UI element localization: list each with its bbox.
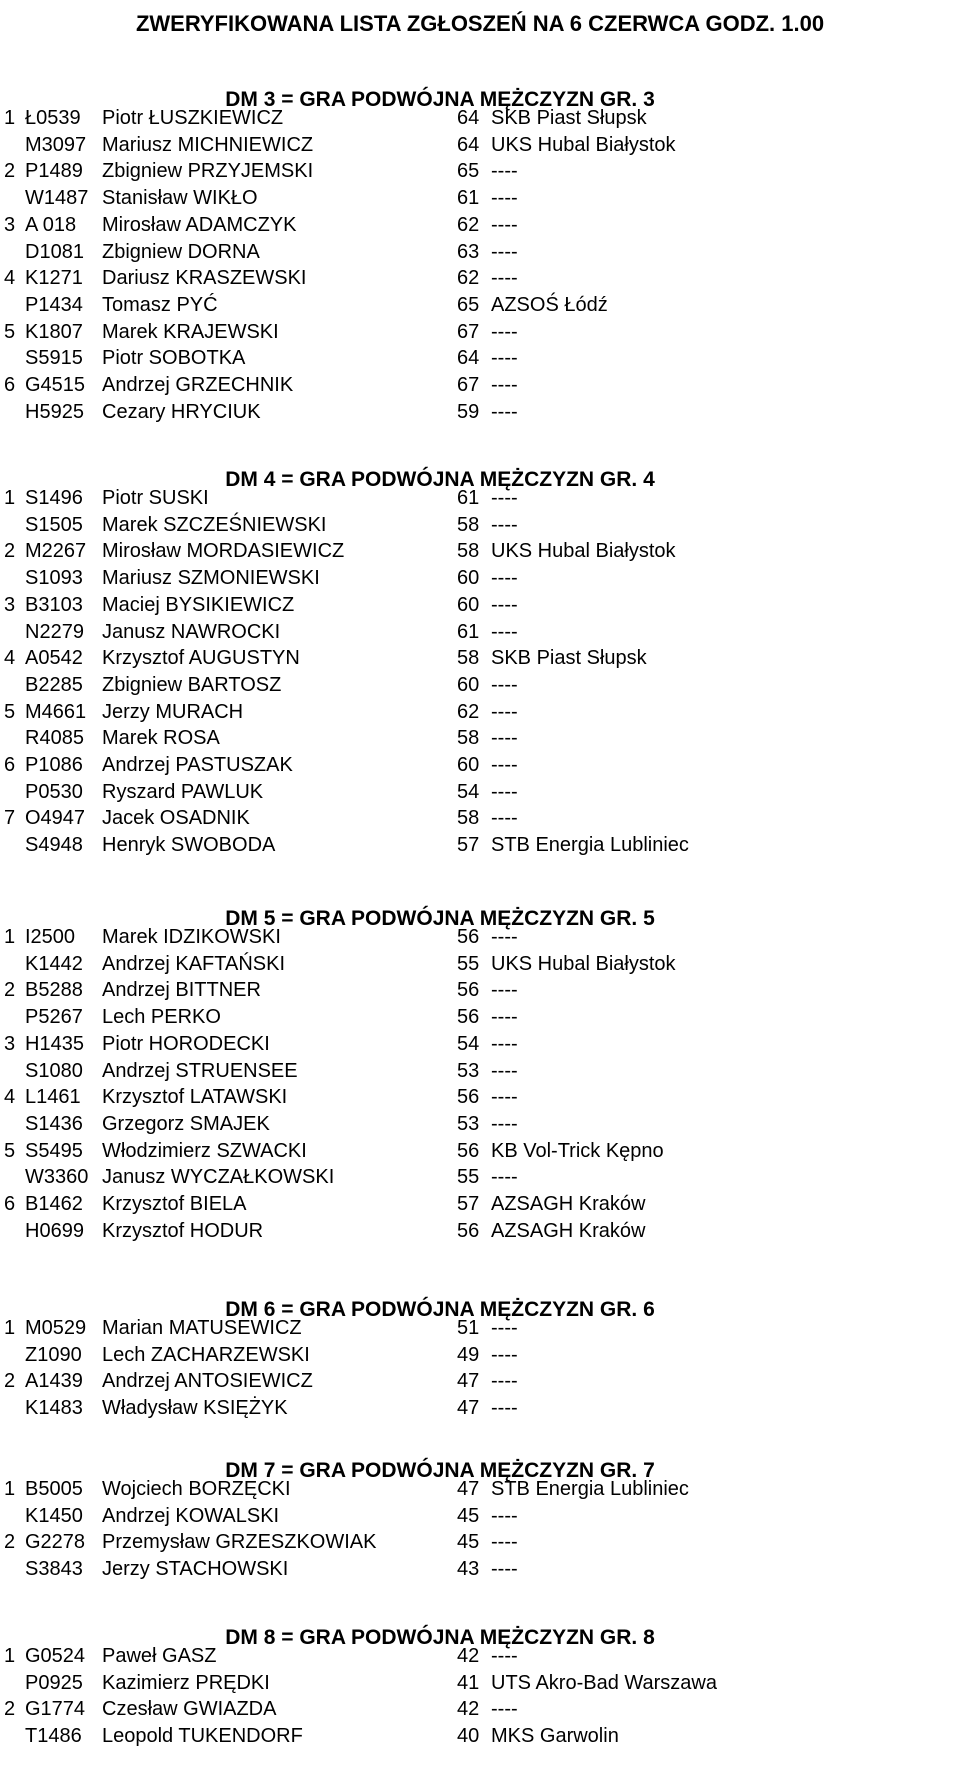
player-club: ---- bbox=[491, 1166, 518, 1188]
group-title: DM 6 = GRA PODWÓJNA MĘŻCZYZN GR. 6 bbox=[225, 1298, 655, 1321]
player-age: 62 bbox=[457, 701, 480, 723]
list-row bbox=[0, 1503, 960, 1530]
player-id: B1462 bbox=[25, 1193, 83, 1215]
player-age: 62 bbox=[457, 214, 480, 236]
player-id: I2500 bbox=[25, 926, 76, 948]
player-club: ---- bbox=[491, 1698, 518, 1720]
player-name: Maciej BYSIKIEWICZ bbox=[102, 594, 295, 616]
player-name: Mirosław ADAMCZYK bbox=[102, 214, 297, 236]
list-row bbox=[0, 779, 960, 806]
player-id: Z1090 bbox=[25, 1344, 82, 1366]
player-age: 40 bbox=[457, 1725, 480, 1747]
player-club: ---- bbox=[491, 781, 518, 803]
player-name: Cezary HRYCIUK bbox=[102, 401, 261, 423]
player-age: 55 bbox=[457, 953, 480, 975]
player-id: P1489 bbox=[25, 160, 83, 182]
list-row bbox=[0, 538, 960, 565]
player-name: Władysław KSIĘŻYK bbox=[102, 1397, 288, 1419]
pair-number: 6 bbox=[4, 1193, 16, 1215]
player-club: ---- bbox=[491, 926, 518, 948]
player-name: Dariusz KRASZEWSKI bbox=[102, 267, 307, 289]
player-id: B2285 bbox=[25, 674, 83, 696]
player-id: P1086 bbox=[25, 754, 83, 776]
player-id: B3103 bbox=[25, 594, 83, 616]
player-age: 47 bbox=[457, 1478, 480, 1500]
player-age: 53 bbox=[457, 1060, 480, 1082]
player-club: ---- bbox=[491, 374, 518, 396]
list-row bbox=[0, 1723, 960, 1750]
player-name: Wojciech BORZĘCKI bbox=[102, 1478, 291, 1500]
player-age: 43 bbox=[457, 1558, 480, 1580]
player-name: Lech ZACHARZEWSKI bbox=[102, 1344, 310, 1366]
player-age: 56 bbox=[457, 1006, 480, 1028]
player-id: R4085 bbox=[25, 727, 84, 749]
player-club: SKB Piast Słupsk bbox=[491, 647, 647, 669]
player-name: Jerzy STACHOWSKI bbox=[102, 1558, 289, 1580]
list-row bbox=[0, 977, 960, 1004]
player-name: Piotr SOBOTKA bbox=[102, 347, 246, 369]
player-age: 56 bbox=[457, 1140, 480, 1162]
list-row bbox=[0, 239, 960, 266]
list-row bbox=[0, 832, 960, 859]
pair-number: 1 bbox=[4, 1478, 16, 1500]
player-club: ---- bbox=[491, 1113, 518, 1135]
player-club: ---- bbox=[491, 1033, 518, 1055]
player-club: ---- bbox=[491, 1060, 518, 1082]
player-age: 60 bbox=[457, 567, 480, 589]
player-id: K1442 bbox=[25, 953, 83, 975]
pair-number: 1 bbox=[4, 1645, 16, 1667]
player-name: Marian MATUSEWICZ bbox=[102, 1317, 302, 1339]
list-row bbox=[0, 1031, 960, 1058]
pair-number: 3 bbox=[4, 214, 16, 236]
player-age: 62 bbox=[457, 267, 480, 289]
player-club: ---- bbox=[491, 267, 518, 289]
player-name: Zbigniew PRZYJEMSKI bbox=[102, 160, 314, 182]
list-row bbox=[0, 1643, 960, 1670]
player-age: 47 bbox=[457, 1397, 480, 1419]
player-age: 63 bbox=[457, 241, 480, 263]
list-row bbox=[0, 1218, 960, 1245]
player-age: 58 bbox=[457, 647, 480, 669]
player-club: ---- bbox=[491, 979, 518, 1001]
player-age: 61 bbox=[457, 187, 480, 209]
list-row bbox=[0, 105, 960, 132]
player-name: Grzegorz SMAJEK bbox=[102, 1113, 270, 1135]
player-id: W1487 bbox=[25, 187, 89, 209]
player-age: 49 bbox=[457, 1344, 480, 1366]
player-name: Andrzej PASTUSZAK bbox=[102, 754, 293, 776]
document-title: ZWERYFIKOWANA LISTA ZGŁOSZEŃ NA 6 CZERWCA GODZ. 1.00 bbox=[135, 11, 825, 36]
group-title: DM 8 = GRA PODWÓJNA MĘŻCZYZN GR. 8 bbox=[225, 1626, 655, 1649]
player-club: ---- bbox=[491, 1006, 518, 1028]
list-row bbox=[0, 1111, 960, 1138]
player-id: A0542 bbox=[25, 647, 83, 669]
player-age: 58 bbox=[457, 514, 480, 536]
list-row bbox=[0, 512, 960, 539]
list-row bbox=[0, 565, 960, 592]
player-id: M3097 bbox=[25, 134, 87, 156]
player-id: B5005 bbox=[25, 1478, 83, 1500]
list-row bbox=[0, 619, 960, 646]
list-row bbox=[0, 372, 960, 399]
player-id: P1434 bbox=[25, 294, 83, 316]
pair-number: 6 bbox=[4, 374, 16, 396]
player-age: 57 bbox=[457, 834, 480, 856]
player-name: Henryk SWOBODA bbox=[102, 834, 276, 856]
player-age: 54 bbox=[457, 1033, 480, 1055]
list-row bbox=[0, 399, 960, 426]
player-id: G0524 bbox=[25, 1645, 86, 1667]
player-age: 42 bbox=[457, 1698, 480, 1720]
player-club: ---- bbox=[491, 1531, 518, 1553]
player-age: 42 bbox=[457, 1645, 480, 1667]
player-club: ---- bbox=[491, 514, 518, 536]
player-club: ---- bbox=[491, 214, 518, 236]
player-age: 61 bbox=[457, 621, 480, 643]
player-name: Włodzimierz SZWACKI bbox=[102, 1140, 307, 1162]
player-club: AZSOŚ Łódź bbox=[491, 294, 608, 316]
player-name: Piotr HORODECKI bbox=[102, 1033, 270, 1055]
player-club: STB Energia Lubliniec bbox=[491, 834, 689, 856]
list-row bbox=[0, 672, 960, 699]
player-name: Marek KRAJEWSKI bbox=[102, 321, 279, 343]
player-id: S1093 bbox=[25, 567, 83, 589]
player-name: Ryszard PAWLUK bbox=[102, 781, 264, 803]
player-name: Marek IDZIKOWSKI bbox=[102, 926, 281, 948]
list-row bbox=[0, 292, 960, 319]
player-age: 67 bbox=[457, 321, 480, 343]
player-name: Piotr ŁUSZKIEWICZ bbox=[102, 107, 284, 129]
list-row bbox=[0, 265, 960, 292]
player-id: G2278 bbox=[25, 1531, 86, 1553]
player-name: Andrzej GRZECHNIK bbox=[102, 374, 294, 396]
player-name: Andrzej ANTOSIEWICZ bbox=[102, 1370, 313, 1392]
list-row bbox=[0, 1670, 960, 1697]
player-age: 60 bbox=[457, 754, 480, 776]
player-id: G1774 bbox=[25, 1698, 86, 1720]
player-name: Marek SZCZEŚNIEWSKI bbox=[102, 514, 327, 536]
list-row bbox=[0, 485, 960, 512]
player-id: S1436 bbox=[25, 1113, 83, 1135]
player-age: 64 bbox=[457, 134, 480, 156]
player-id: Ł0539 bbox=[25, 107, 81, 129]
list-row bbox=[0, 212, 960, 239]
list-row bbox=[0, 1164, 960, 1191]
list-row bbox=[0, 592, 960, 619]
player-club: ---- bbox=[491, 1558, 518, 1580]
player-club: ---- bbox=[491, 347, 518, 369]
player-age: 58 bbox=[457, 807, 480, 829]
player-age: 58 bbox=[457, 540, 480, 562]
pair-number: 4 bbox=[4, 647, 16, 669]
player-age: 64 bbox=[457, 347, 480, 369]
list-row bbox=[0, 1084, 960, 1111]
player-name: Kazimierz PRĘDKI bbox=[102, 1672, 270, 1694]
player-club: ---- bbox=[491, 594, 518, 616]
player-club: ---- bbox=[491, 1645, 518, 1667]
player-name: Piotr SUSKI bbox=[102, 487, 209, 509]
player-name: Przemysław GRZESZKOWIAK bbox=[102, 1531, 377, 1553]
player-age: 60 bbox=[457, 594, 480, 616]
list-row bbox=[0, 951, 960, 978]
list-row bbox=[0, 1556, 960, 1583]
player-age: 45 bbox=[457, 1531, 480, 1553]
player-id: H1435 bbox=[25, 1033, 84, 1055]
player-name: Mariusz MICHNIEWICZ bbox=[102, 134, 314, 156]
group-title: DM 4 = GRA PODWÓJNA MĘŻCZYZN GR. 4 bbox=[225, 468, 655, 491]
player-name: Paweł GASZ bbox=[102, 1645, 217, 1667]
player-id: M0529 bbox=[25, 1317, 87, 1339]
player-club: ---- bbox=[491, 187, 518, 209]
player-name: Janusz WYCZAŁKOWSKI bbox=[102, 1166, 335, 1188]
player-id: S5495 bbox=[25, 1140, 83, 1162]
list-row bbox=[0, 1476, 960, 1503]
player-club: ---- bbox=[491, 754, 518, 776]
player-id: P0925 bbox=[25, 1672, 83, 1694]
pair-number: 7 bbox=[4, 807, 16, 829]
list-row bbox=[0, 1315, 960, 1342]
player-age: 61 bbox=[457, 487, 480, 509]
player-name: Zbigniew DORNA bbox=[102, 241, 260, 263]
player-club: ---- bbox=[491, 727, 518, 749]
player-name: Marek ROSA bbox=[102, 727, 220, 749]
player-id: M4661 bbox=[25, 701, 87, 723]
player-id: L1461 bbox=[25, 1086, 81, 1108]
player-age: 65 bbox=[457, 294, 480, 316]
group-title: DM 5 = GRA PODWÓJNA MĘŻCZYZN GR. 5 bbox=[225, 907, 655, 930]
list-row bbox=[0, 645, 960, 672]
list-row bbox=[0, 132, 960, 159]
list-row bbox=[0, 319, 960, 346]
player-id: G4515 bbox=[25, 374, 86, 396]
list-row bbox=[0, 185, 960, 212]
player-id: S1496 bbox=[25, 487, 83, 509]
player-club: ---- bbox=[491, 241, 518, 263]
player-name: Tomasz PYĆ bbox=[102, 294, 218, 316]
player-id: S5915 bbox=[25, 347, 83, 369]
player-club: ---- bbox=[491, 621, 518, 643]
player-id: H0699 bbox=[25, 1220, 84, 1242]
list-row bbox=[0, 699, 960, 726]
pair-number: 2 bbox=[4, 1698, 16, 1720]
group-title: DM 7 = GRA PODWÓJNA MĘŻCZYZN GR. 7 bbox=[225, 1459, 655, 1482]
pair-number: 1 bbox=[4, 926, 16, 948]
player-name: Jerzy MURACH bbox=[102, 701, 244, 723]
player-club: ---- bbox=[491, 321, 518, 343]
player-club: KB Vol-Trick Kępno bbox=[491, 1140, 664, 1162]
player-name: Krzysztof BIELA bbox=[102, 1193, 247, 1215]
pair-number: 2 bbox=[4, 1370, 16, 1392]
player-id: T1486 bbox=[25, 1725, 82, 1747]
list-row bbox=[0, 1529, 960, 1556]
player-club: ---- bbox=[491, 1397, 518, 1419]
player-id: P0530 bbox=[25, 781, 83, 803]
player-id: K1450 bbox=[25, 1505, 83, 1527]
player-club: UTS Akro-Bad Warszawa bbox=[491, 1672, 717, 1694]
pair-number: 3 bbox=[4, 594, 16, 616]
player-club: ---- bbox=[491, 1086, 518, 1108]
list-row bbox=[0, 725, 960, 752]
group-title: DM 3 = GRA PODWÓJNA MĘŻCZYZN GR. 3 bbox=[225, 88, 655, 111]
player-name: Mirosław MORDASIEWICZ bbox=[102, 540, 345, 562]
pair-number: 6 bbox=[4, 754, 16, 776]
player-age: 56 bbox=[457, 926, 480, 948]
player-club: ---- bbox=[491, 1370, 518, 1392]
player-id: P5267 bbox=[25, 1006, 83, 1028]
player-name: Czesław GWIAZDA bbox=[102, 1698, 277, 1720]
player-age: 57 bbox=[457, 1193, 480, 1215]
pair-number: 3 bbox=[4, 1033, 16, 1055]
list-row bbox=[0, 158, 960, 185]
player-club: ---- bbox=[491, 401, 518, 423]
list-row bbox=[0, 1058, 960, 1085]
pair-number: 2 bbox=[4, 979, 16, 1001]
player-age: 56 bbox=[457, 1220, 480, 1242]
player-id: M2267 bbox=[25, 540, 87, 562]
pair-number: 1 bbox=[4, 1317, 16, 1339]
pair-number: 5 bbox=[4, 321, 16, 343]
player-age: 59 bbox=[457, 401, 480, 423]
player-id: A1439 bbox=[25, 1370, 83, 1392]
player-name: Andrzej KAFTAŃSKI bbox=[102, 953, 286, 975]
player-club: ---- bbox=[491, 1505, 518, 1527]
player-id: H5925 bbox=[25, 401, 84, 423]
player-age: 45 bbox=[457, 1505, 480, 1527]
player-age: 54 bbox=[457, 781, 480, 803]
player-age: 60 bbox=[457, 674, 480, 696]
pair-number: 1 bbox=[4, 107, 16, 129]
player-id: K1807 bbox=[25, 321, 83, 343]
player-id: S1080 bbox=[25, 1060, 83, 1082]
player-id: S4948 bbox=[25, 834, 83, 856]
player-age: 51 bbox=[457, 1317, 480, 1339]
pair-number: 4 bbox=[4, 1086, 16, 1108]
player-club: MKS Garwolin bbox=[491, 1725, 619, 1747]
player-name: Krzysztof AUGUSTYN bbox=[102, 647, 300, 669]
player-name: Mariusz SZMONIEWSKI bbox=[102, 567, 320, 589]
player-name: Leopold TUKENDORF bbox=[102, 1725, 303, 1747]
player-name: Krzysztof LATAWSKI bbox=[102, 1086, 288, 1108]
player-club: ---- bbox=[491, 1317, 518, 1339]
player-name: Janusz NAWROCKI bbox=[102, 621, 281, 643]
player-club: ---- bbox=[491, 487, 518, 509]
list-row bbox=[0, 1004, 960, 1031]
player-age: 47 bbox=[457, 1370, 480, 1392]
player-club: STB Energia Lubliniec bbox=[491, 1478, 689, 1500]
player-id: W3360 bbox=[25, 1166, 89, 1188]
player-id: S1505 bbox=[25, 514, 83, 536]
player-club: ---- bbox=[491, 160, 518, 182]
player-age: 53 bbox=[457, 1113, 480, 1135]
pair-number: 5 bbox=[4, 701, 16, 723]
pair-number: 2 bbox=[4, 160, 16, 182]
player-name: Andrzej BITTNER bbox=[102, 979, 261, 1001]
player-club: UKS Hubal Białystok bbox=[491, 134, 676, 156]
player-id: K1271 bbox=[25, 267, 83, 289]
player-age: 41 bbox=[457, 1672, 480, 1694]
player-club: UKS Hubal Białystok bbox=[491, 953, 676, 975]
player-age: 56 bbox=[457, 1086, 480, 1108]
list-row bbox=[0, 1191, 960, 1218]
player-club: ---- bbox=[491, 701, 518, 723]
player-age: 67 bbox=[457, 374, 480, 396]
player-name: Andrzej STRUENSEE bbox=[102, 1060, 298, 1082]
player-id: A 018 bbox=[25, 214, 77, 236]
list-row bbox=[0, 752, 960, 779]
player-club: ---- bbox=[491, 567, 518, 589]
player-id: B5288 bbox=[25, 979, 83, 1001]
list-row bbox=[0, 1696, 960, 1723]
player-id: N2279 bbox=[25, 621, 84, 643]
list-row bbox=[0, 1395, 960, 1422]
pair-number: 4 bbox=[4, 267, 16, 289]
pair-number: 1 bbox=[4, 487, 16, 509]
player-age: 56 bbox=[457, 979, 480, 1001]
list-row bbox=[0, 924, 960, 951]
pair-number: 2 bbox=[4, 540, 16, 562]
list-row bbox=[0, 1368, 960, 1395]
player-age: 65 bbox=[457, 160, 480, 182]
player-club: AZSAGH Kraków bbox=[491, 1193, 646, 1215]
player-name: Stanisław WIKŁO bbox=[102, 187, 258, 209]
player-id: S3843 bbox=[25, 1558, 83, 1580]
player-club: ---- bbox=[491, 674, 518, 696]
player-id: D1081 bbox=[25, 241, 84, 263]
list-row bbox=[0, 1342, 960, 1369]
pair-number: 5 bbox=[4, 1140, 16, 1162]
list-row bbox=[0, 1138, 960, 1165]
player-club: AZSAGH Kraków bbox=[491, 1220, 646, 1242]
player-name: Zbigniew BARTOSZ bbox=[102, 674, 282, 696]
list-row bbox=[0, 345, 960, 372]
player-name: Krzysztof HODUR bbox=[102, 1220, 264, 1242]
player-name: Lech PERKO bbox=[102, 1006, 221, 1028]
player-age: 64 bbox=[457, 107, 480, 129]
pair-number: 2 bbox=[4, 1531, 16, 1553]
player-name: Andrzej KOWALSKI bbox=[102, 1505, 280, 1527]
player-name: Jacek OSADNIK bbox=[102, 807, 250, 829]
player-club: ---- bbox=[491, 1344, 518, 1366]
player-age: 58 bbox=[457, 727, 480, 749]
player-club: UKS Hubal Białystok bbox=[491, 540, 676, 562]
player-age: 55 bbox=[457, 1166, 480, 1188]
list-row bbox=[0, 805, 960, 832]
player-club: SKB Piast Słupsk bbox=[491, 107, 647, 129]
player-club: ---- bbox=[491, 807, 518, 829]
player-id: O4947 bbox=[25, 807, 86, 829]
player-id: K1483 bbox=[25, 1397, 83, 1419]
